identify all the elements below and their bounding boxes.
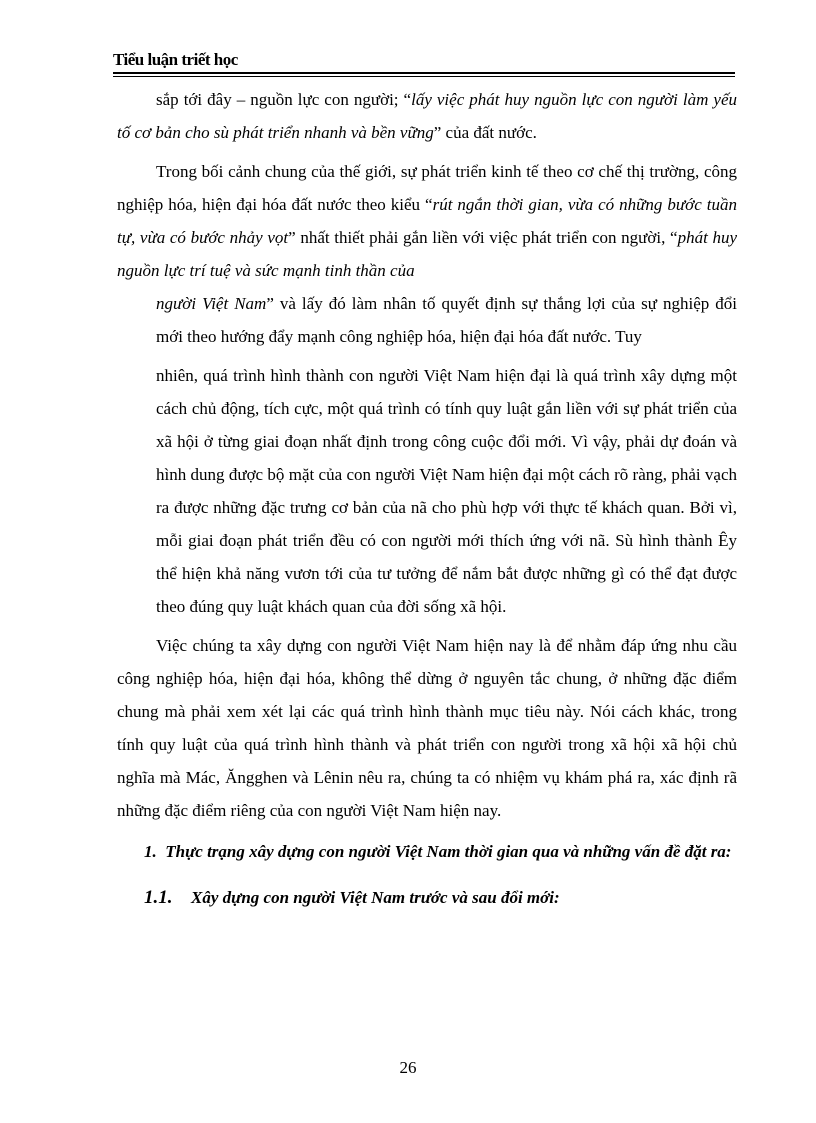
paragraph-5: Việc chúng ta xây dựng con người Việt Nam hiện nay là để nhằm đáp ứng nhu cầu công nghiệp hóa, hiện đại hóa, không thể dừng ở nguyên tắc chung, ở những đặc điểm chung mà phải xem xét lại các quá trình hình thành mục tiêu này. Nói cách khác, trong tính quy luật của quá trình hình thành và phát triển con người trong xã hội xã hội chủ nghĩa mà Mác, Ăngghen và Lênin nêu ra, chúng ta có nhiệm vụ khám phá ra, xác định rã những đặc điểm riêng của con người Việt Nam hiện nay.: [117, 636, 737, 820]
para2-text-a: Trong bối cảnh chung của thế giới, sự phát triển kinh tế theo cơ chế thị trường, công nghiệp hóa, hiện đại hóa đất nước theo kiểu “: [117, 162, 737, 214]
heading2-text: Xây dựng con người Việt Nam trước và sau đổi mới:: [191, 888, 560, 907]
header-title: Tiểu luận triết học: [113, 50, 238, 69]
heading1-text: Thực trạng xây dựng con người Việt Nam thời gian qua và những vấn đề đặt ra:: [165, 842, 732, 861]
page-header: [113, 50, 735, 70]
para1-quote: lấy việc phát huy nguồn lực con người làm yếu tố cơ bản cho sù phát triển nhanh và bền vững: [117, 90, 737, 142]
para1-text-a: sắp tới đây – nguồn lực con người; “: [156, 90, 412, 109]
heading1-number: 1.: [144, 842, 157, 861]
paragraph-3: [117, 287, 737, 353]
section-heading-1-1: [117, 881, 737, 914]
header-rule-thick: [113, 72, 735, 74]
para3-quote: người Việt Nam: [156, 294, 267, 313]
section-heading-1: [117, 837, 737, 867]
paragraph-1: [117, 83, 737, 149]
paragraph-2: [117, 155, 737, 287]
para2-quote-2: phát huy nguồn lực trí tuệ và sức mạnh tinh thần của: [117, 228, 737, 280]
page-number: 26: [399, 1058, 417, 1077]
header-rule-thin: [113, 76, 735, 77]
document-body: [117, 83, 737, 914]
para3-text-b: ” và lấy đó làm nhân tố quyết định sự thắng lợi của sự nghiệp đổi mới theo hướng đẩy mạnh công nghiệp hóa, hiện đại hóa đất nước. Tuy: [156, 294, 737, 346]
para1-text-c: ” của đất nước.: [433, 123, 537, 142]
para2-quote-1: rút ngắn thời gian, vừa có những bước tuần tự, vừa có bước nhảy vọt: [117, 195, 737, 247]
para2-text-c: ” nhất thiết phải gắn liền với việc phát triển con người, “: [288, 228, 678, 247]
heading2-number: 1.1.: [144, 887, 173, 908]
paragraph-4: nhiên, quá trình hình thành con người Việt Nam hiện đại là quá trình xây dựng một cách chủ động, tích cực, một quá trình có tính quy luật gắn liền với sự phát triển của xã hội ở từng giai đoạn nhất định trong công cuộc đổi mới. Vì vậy, phải dự đoán và hình dung được bộ mặt của con người Việt Nam hiện đại một cách rõ ràng, phải vạch ra được những đặc trưng cơ bản của nã cho phù hợp với thực tế khách quan. Bởi vì, mỗi giai đoạn phát triển đều có con người mới thích ứng với nã. Sù hình thành Êy thể hiện khả năng vươn tới của tư tưởng để nắm bắt được những gì có thể đạt được theo đúng quy luật khách quan của đời sống xã hội.: [156, 366, 737, 616]
